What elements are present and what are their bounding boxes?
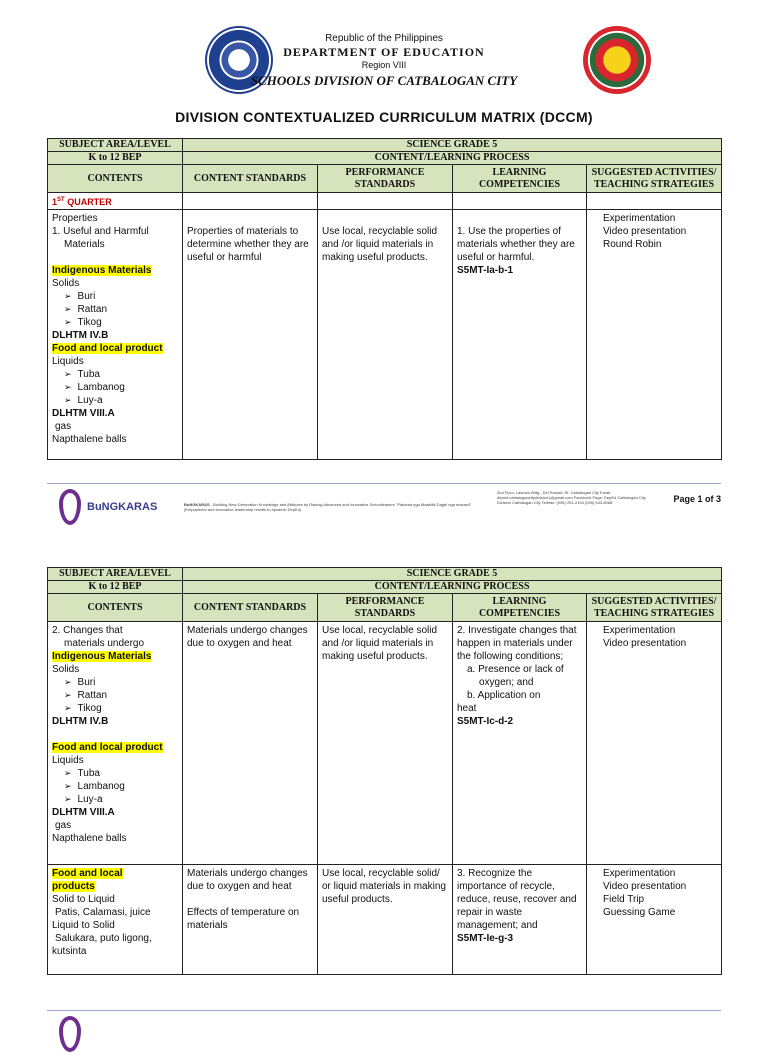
list-item: Field Trip <box>603 894 645 905</box>
highlight-food: Food and local product <box>52 742 163 753</box>
header-row-subject <box>48 139 722 152</box>
curriculum-matrix-page2 <box>47 567 722 975</box>
text-properties: Properties <box>52 213 98 224</box>
text-lts-items2: kutsinta <box>52 946 87 957</box>
list-item: ➢ Lambanog <box>52 381 178 394</box>
list-item: Video presentation <box>603 226 687 237</box>
column-header-row <box>48 594 722 622</box>
list-item: ➢ Lambanog <box>52 780 178 793</box>
footer-address: 2nd Floor, Lasmuo Bldg., Del Rosario St. Catbalogan City Email: deped.catbalogancitydivision1@gmail.com Facebook Page: DepEd Catbalogan City Division Catbalogan City Telefax: (055) 251-2194 (055) 543-8068 <box>497 490 646 505</box>
competency-sub-b: b. Application on <box>467 690 541 701</box>
contents-cell <box>48 865 183 975</box>
quarter-row <box>48 193 722 210</box>
process-label: CONTENT/LEARNING PROCESS <box>183 581 722 594</box>
col-learning-competencies: LEARNING COMPETENCIES <box>453 165 587 193</box>
competency-cell <box>453 865 587 975</box>
code-label: DLHTM VIII.A <box>52 807 115 818</box>
list-item: Video presentation <box>603 638 687 649</box>
content-standard-cell <box>183 622 318 865</box>
text-gas: gas <box>55 421 72 432</box>
competency-code: S5MT-Ie-g-3 <box>457 933 514 944</box>
col-contents: CONTENTS <box>48 594 183 622</box>
text-solids: Solids <box>52 664 80 675</box>
activities-cell <box>587 210 722 460</box>
competency-text: 2. Investigate changes that happen in materials under the following conditions; <box>457 625 577 662</box>
standard-text: Effects of temperature on materials <box>187 907 300 931</box>
competency-text: 1. Use the properties of materials whether they are useful or harmful. <box>457 226 575 263</box>
list-item: ➢ Rattan <box>52 303 178 316</box>
competency-code: S5MT-Ia-b-1 <box>457 265 514 276</box>
bungkaras-logo-icon <box>59 1016 81 1052</box>
col-suggested-activities: SUGGESTED ACTIVITIES/ TEACHING STRATEGIES <box>587 594 722 622</box>
list-item: ➢ Tuba <box>52 767 178 780</box>
content-standard-cell <box>183 865 318 975</box>
letterhead <box>0 0 768 110</box>
competency-sub-a2: oxygen; and <box>479 677 534 688</box>
standard-text: Materials undergo changes due to oxygen and heat <box>187 868 308 892</box>
list-item: ➢ Rattan <box>52 689 178 702</box>
process-label: CONTENT/LEARNING PROCESS <box>183 152 722 165</box>
text-lts-items: Salukara, puto ligong, <box>55 933 152 944</box>
subject-value: SCIENCE GRADE 5 <box>183 568 722 581</box>
list-item: ➢ Luy-a <box>52 394 178 407</box>
highlight-food: Food and local <box>52 868 123 879</box>
performance-text: Use local, recyclable solid and /or liquid materials in making useful products. <box>322 226 438 263</box>
table-row <box>48 865 722 975</box>
header-row-subject <box>48 568 722 581</box>
document-title: DIVISION CONTEXTUALIZED CURRICULUM MATRIX (DCCM) <box>175 109 593 125</box>
list-item: ➢ Tuba <box>52 368 178 381</box>
highlight-indigenous: Indigenous Materials <box>52 265 152 276</box>
col-suggested-activities: SUGGESTED ACTIVITIES/ TEACHING STRATEGIES <box>587 165 722 193</box>
text-liquids: Liquids <box>52 755 84 766</box>
col-content-standards: CONTENT STANDARDS <box>183 594 318 622</box>
code-label: DLHTM IV.B <box>52 716 109 727</box>
activities-cell <box>587 622 722 865</box>
col-contents: CONTENTS <box>48 165 183 193</box>
column-header-row <box>48 165 722 193</box>
bungkaras-logo-icon <box>59 489 81 525</box>
col-content-standards: CONTENT STANDARDS <box>183 165 318 193</box>
highlight-food: Food and local product <box>52 343 163 354</box>
performance-text: Use local, recyclable solid/ or liquid materials in making useful products. <box>322 868 446 905</box>
performance-standard-cell <box>318 210 453 460</box>
text-item1: 1. Useful and Harmful <box>52 226 149 237</box>
code-label: DLHTM IV.B <box>52 330 109 341</box>
competency-cell <box>453 210 587 460</box>
header-row-program <box>48 152 722 165</box>
region-line: Region VIII <box>361 60 407 70</box>
text-solid-to-liquid: Solid to Liquid <box>52 894 115 905</box>
text-liquids: Liquids <box>52 356 84 367</box>
standard-text: Properties of materials to determine whether they are useful or harmful <box>187 226 309 263</box>
competency-sub-a: a. Presence or lack of <box>467 664 564 675</box>
performance-text: Use local, recyclable solid and /or liquid materials in making useful products. <box>322 625 438 662</box>
competency-cell <box>453 622 587 865</box>
contents-cell <box>48 622 183 865</box>
list-item: Video presentation <box>603 881 687 892</box>
page-number: Page 1 of 3 <box>673 494 721 504</box>
list-item: Round Robin <box>603 239 662 250</box>
subject-area-label: SUBJECT AREA/LEVEL <box>48 568 183 581</box>
competency-sub-b2: heat <box>457 703 477 714</box>
performance-standard-cell <box>318 865 453 975</box>
program-label: K to 12 BEP <box>48 581 183 594</box>
contents-cell <box>48 210 183 460</box>
col-performance-standards: PERFORMANCE STANDARDS <box>318 165 453 193</box>
highlight-indigenous: Indigenous Materials <box>52 651 152 662</box>
text-item1b: Materials <box>64 239 105 250</box>
division-line: SCHOOLS DIVISION OF CATBALOGAN CITY <box>250 73 518 88</box>
content-standard-cell <box>183 210 318 460</box>
department-line: DEPARTMENT OF EDUCATION <box>283 45 485 59</box>
performance-standard-cell <box>318 622 453 865</box>
list-item: ➢ Buri <box>52 290 178 303</box>
text-gas: gas <box>55 820 72 831</box>
highlight-food: products <box>52 881 95 892</box>
list-item: Experimentation <box>603 625 676 636</box>
text-item2b: materials undergo <box>64 638 145 649</box>
curriculum-matrix-page1 <box>47 138 722 460</box>
col-performance-standards: PERFORMANCE STANDARDS <box>318 594 453 622</box>
table-row <box>48 622 722 865</box>
competency-code: S5MT-Ic-d-2 <box>457 716 514 727</box>
text-solids: Solids <box>52 278 80 289</box>
col-learning-competencies: LEARNING COMPETENCIES <box>453 594 587 622</box>
text-liquid-to-solid: Liquid to Solid <box>52 920 115 931</box>
footer-brand: BuNGKARAS <box>87 501 158 513</box>
code-label: DLHTM VIII.A <box>52 408 115 419</box>
list-item: ➢ Buri <box>52 676 178 689</box>
list-item: ➢ Tikog <box>52 702 178 715</box>
text-item2: 2. Changes that <box>52 625 123 636</box>
table-row <box>48 210 722 460</box>
text-stl-items: Patis, Calamasi, juice <box>55 907 151 918</box>
quarter-label: 1ST QUARTER <box>48 193 183 210</box>
text-napthalene: Napthalene balls <box>52 434 127 445</box>
list-item: Experimentation <box>603 213 676 224</box>
header-row-program <box>48 581 722 594</box>
footer-tagline: BuNGKARAS - Building New-Generation Knowledge and Attitudes by Raising Advanced and Innovative Schoolleaders "Pakanta nga Maabilik Dagbi nga makasil" (Empowered and innovative leadership results to dynamic DepEd) <box>184 502 472 512</box>
program-label: K to 12 BEP <box>48 152 183 165</box>
subject-area-label: SUBJECT AREA/LEVEL <box>48 139 183 152</box>
competency-text: 3. Recognize the importance of recycle, reduce, reuse, recover and repair in waste management; and <box>457 868 577 931</box>
text-napthalene: Napthalene balls <box>52 833 127 844</box>
list-item: Guessing Game <box>603 907 676 918</box>
page-footer <box>47 1010 721 1060</box>
republic-line: Republic of the Philippines <box>325 33 443 44</box>
list-item: ➢ Luy-a <box>52 793 178 806</box>
subject-value: SCIENCE GRADE 5 <box>183 139 722 152</box>
page-footer <box>47 483 721 533</box>
list-item: Experimentation <box>603 868 676 879</box>
standard-text: Materials undergo changes due to oxygen and heat <box>187 625 308 649</box>
activities-cell <box>587 865 722 975</box>
list-item: ➢ Tikog <box>52 316 178 329</box>
